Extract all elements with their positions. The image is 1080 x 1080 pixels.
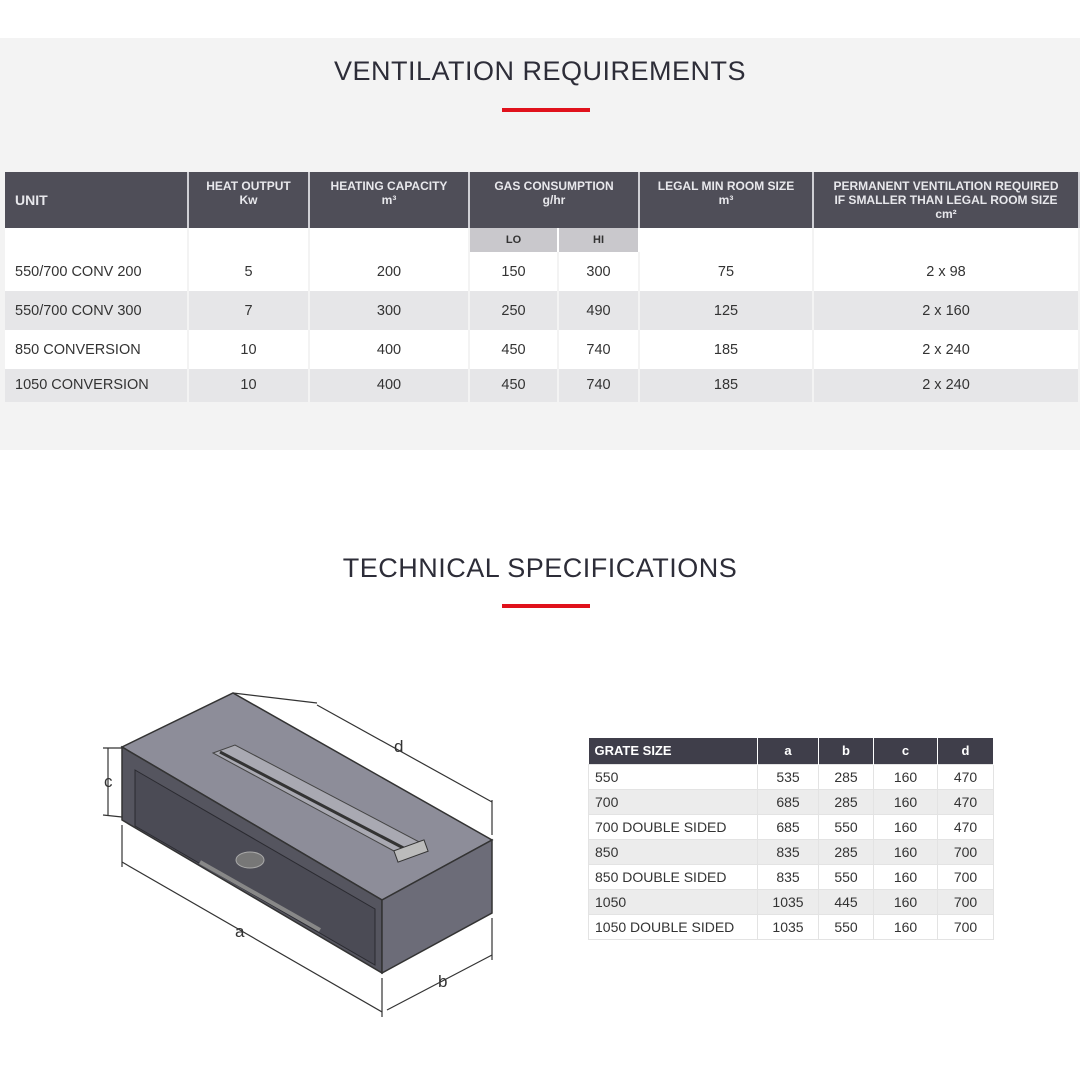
dimension-b-label: b <box>438 972 448 991</box>
title-underline <box>502 604 590 608</box>
table-row <box>589 914 994 939</box>
cell-a: 1035 <box>758 914 819 939</box>
col-heating-capacity: HEATING CAPACITY m³ <box>309 172 469 228</box>
col-grate-size: GRATE SIZE <box>589 738 758 764</box>
cell-lo: 450 <box>469 369 558 402</box>
col-permanent-ventilation: PERMANENT VENTILATION REQUIRED IF SMALLER THAN LEGAL ROOM SIZE cm² <box>813 172 1079 228</box>
grate-size-table <box>588 738 994 940</box>
cell-room: 75 <box>639 252 813 291</box>
cell-hi: 740 <box>558 330 639 369</box>
cell-d: 470 <box>938 764 994 789</box>
cell-room: 185 <box>639 330 813 369</box>
cell-unit: 550/700 CONV 300 <box>5 291 188 330</box>
cell-c: 160 <box>874 789 938 814</box>
table-row <box>5 330 1079 369</box>
table-row <box>589 889 994 914</box>
cell-a: 835 <box>758 864 819 889</box>
cell-c: 160 <box>874 764 938 789</box>
cell-perm: 2 x 240 <box>813 369 1079 402</box>
cell-lo: 450 <box>469 330 558 369</box>
ventilation-title: VENTILATION REQUIREMENTS <box>333 56 747 86</box>
cell-c: 160 <box>874 864 938 889</box>
cell-cap: 400 <box>309 369 469 402</box>
cell-grate-size: 1050 <box>589 889 758 914</box>
cell-d: 700 <box>938 864 994 889</box>
cell-grate-size: 850 <box>589 839 758 864</box>
technical-title: TECHNICAL SPECIFICATIONS <box>342 553 738 583</box>
ventilation-table <box>5 172 1080 402</box>
table-row <box>589 789 994 814</box>
col-a: a <box>758 738 819 764</box>
cell-d: 700 <box>938 914 994 939</box>
cell-heat: 10 <box>188 369 309 402</box>
cell-hi: 740 <box>558 369 639 402</box>
fireplace-diagram <box>95 685 505 1020</box>
col-hi: HI <box>558 228 639 252</box>
cell-unit: 550/700 CONV 200 <box>5 252 188 291</box>
cell-d: 470 <box>938 789 994 814</box>
dimension-d-label: d <box>394 737 404 756</box>
cell-heat: 5 <box>188 252 309 291</box>
cell-perm: 2 x 98 <box>813 252 1079 291</box>
cell-c: 160 <box>874 814 938 839</box>
cell-room: 185 <box>639 369 813 402</box>
table-row <box>5 369 1079 402</box>
cell-a: 1035 <box>758 889 819 914</box>
cell-heat: 10 <box>188 330 309 369</box>
cell-grate-size: 550 <box>589 764 758 789</box>
cell-hi: 300 <box>558 252 639 291</box>
title-underline <box>502 108 590 112</box>
col-gas-consumption: GAS CONSUMPTION g/hr <box>469 172 639 228</box>
table-row <box>5 252 1079 291</box>
table-row <box>589 814 994 839</box>
cell-a: 685 <box>758 789 819 814</box>
cell-b: 550 <box>819 814 874 839</box>
cell-unit: 1050 CONVERSION <box>5 369 188 402</box>
cell-c: 160 <box>874 914 938 939</box>
cell-grate-size: 700 <box>589 789 758 814</box>
cell-a: 685 <box>758 814 819 839</box>
cell-b: 285 <box>819 764 874 789</box>
cell-room: 125 <box>639 291 813 330</box>
col-heat-output: HEAT OUTPUT Kw <box>188 172 309 228</box>
cell-cap: 300 <box>309 291 469 330</box>
cell-unit: 850 CONVERSION <box>5 330 188 369</box>
cell-perm: 2 x 240 <box>813 330 1079 369</box>
cell-a: 535 <box>758 764 819 789</box>
table-row <box>589 839 994 864</box>
cell-lo: 250 <box>469 291 558 330</box>
cell-d: 700 <box>938 889 994 914</box>
cell-perm: 2 x 160 <box>813 291 1079 330</box>
dimension-a-label: a <box>235 922 245 941</box>
table-row <box>589 864 994 889</box>
cell-a: 835 <box>758 839 819 864</box>
cell-hi: 490 <box>558 291 639 330</box>
cell-b: 550 <box>819 914 874 939</box>
col-c: c <box>874 738 938 764</box>
cell-d: 700 <box>938 839 994 864</box>
cell-lo: 150 <box>469 252 558 291</box>
cell-c: 160 <box>874 839 938 864</box>
col-lo: LO <box>469 228 558 252</box>
cell-b: 550 <box>819 864 874 889</box>
cell-cap: 400 <box>309 330 469 369</box>
cell-grate-size: 1050 DOUBLE SIDED <box>589 914 758 939</box>
cell-c: 160 <box>874 889 938 914</box>
table-row <box>5 291 1079 330</box>
cell-d: 470 <box>938 814 994 839</box>
cell-b: 285 <box>819 839 874 864</box>
col-d: d <box>938 738 994 764</box>
col-room-size: LEGAL MIN ROOM SIZE m³ <box>639 172 813 228</box>
cell-heat: 7 <box>188 291 309 330</box>
cell-grate-size: 700 DOUBLE SIDED <box>589 814 758 839</box>
col-b: b <box>819 738 874 764</box>
col-unit: UNIT <box>5 172 188 228</box>
cell-b: 285 <box>819 789 874 814</box>
dimension-c-label: c <box>104 772 113 791</box>
cell-cap: 200 <box>309 252 469 291</box>
cell-b: 445 <box>819 889 874 914</box>
table-row <box>589 764 994 789</box>
cell-grate-size: 850 DOUBLE SIDED <box>589 864 758 889</box>
